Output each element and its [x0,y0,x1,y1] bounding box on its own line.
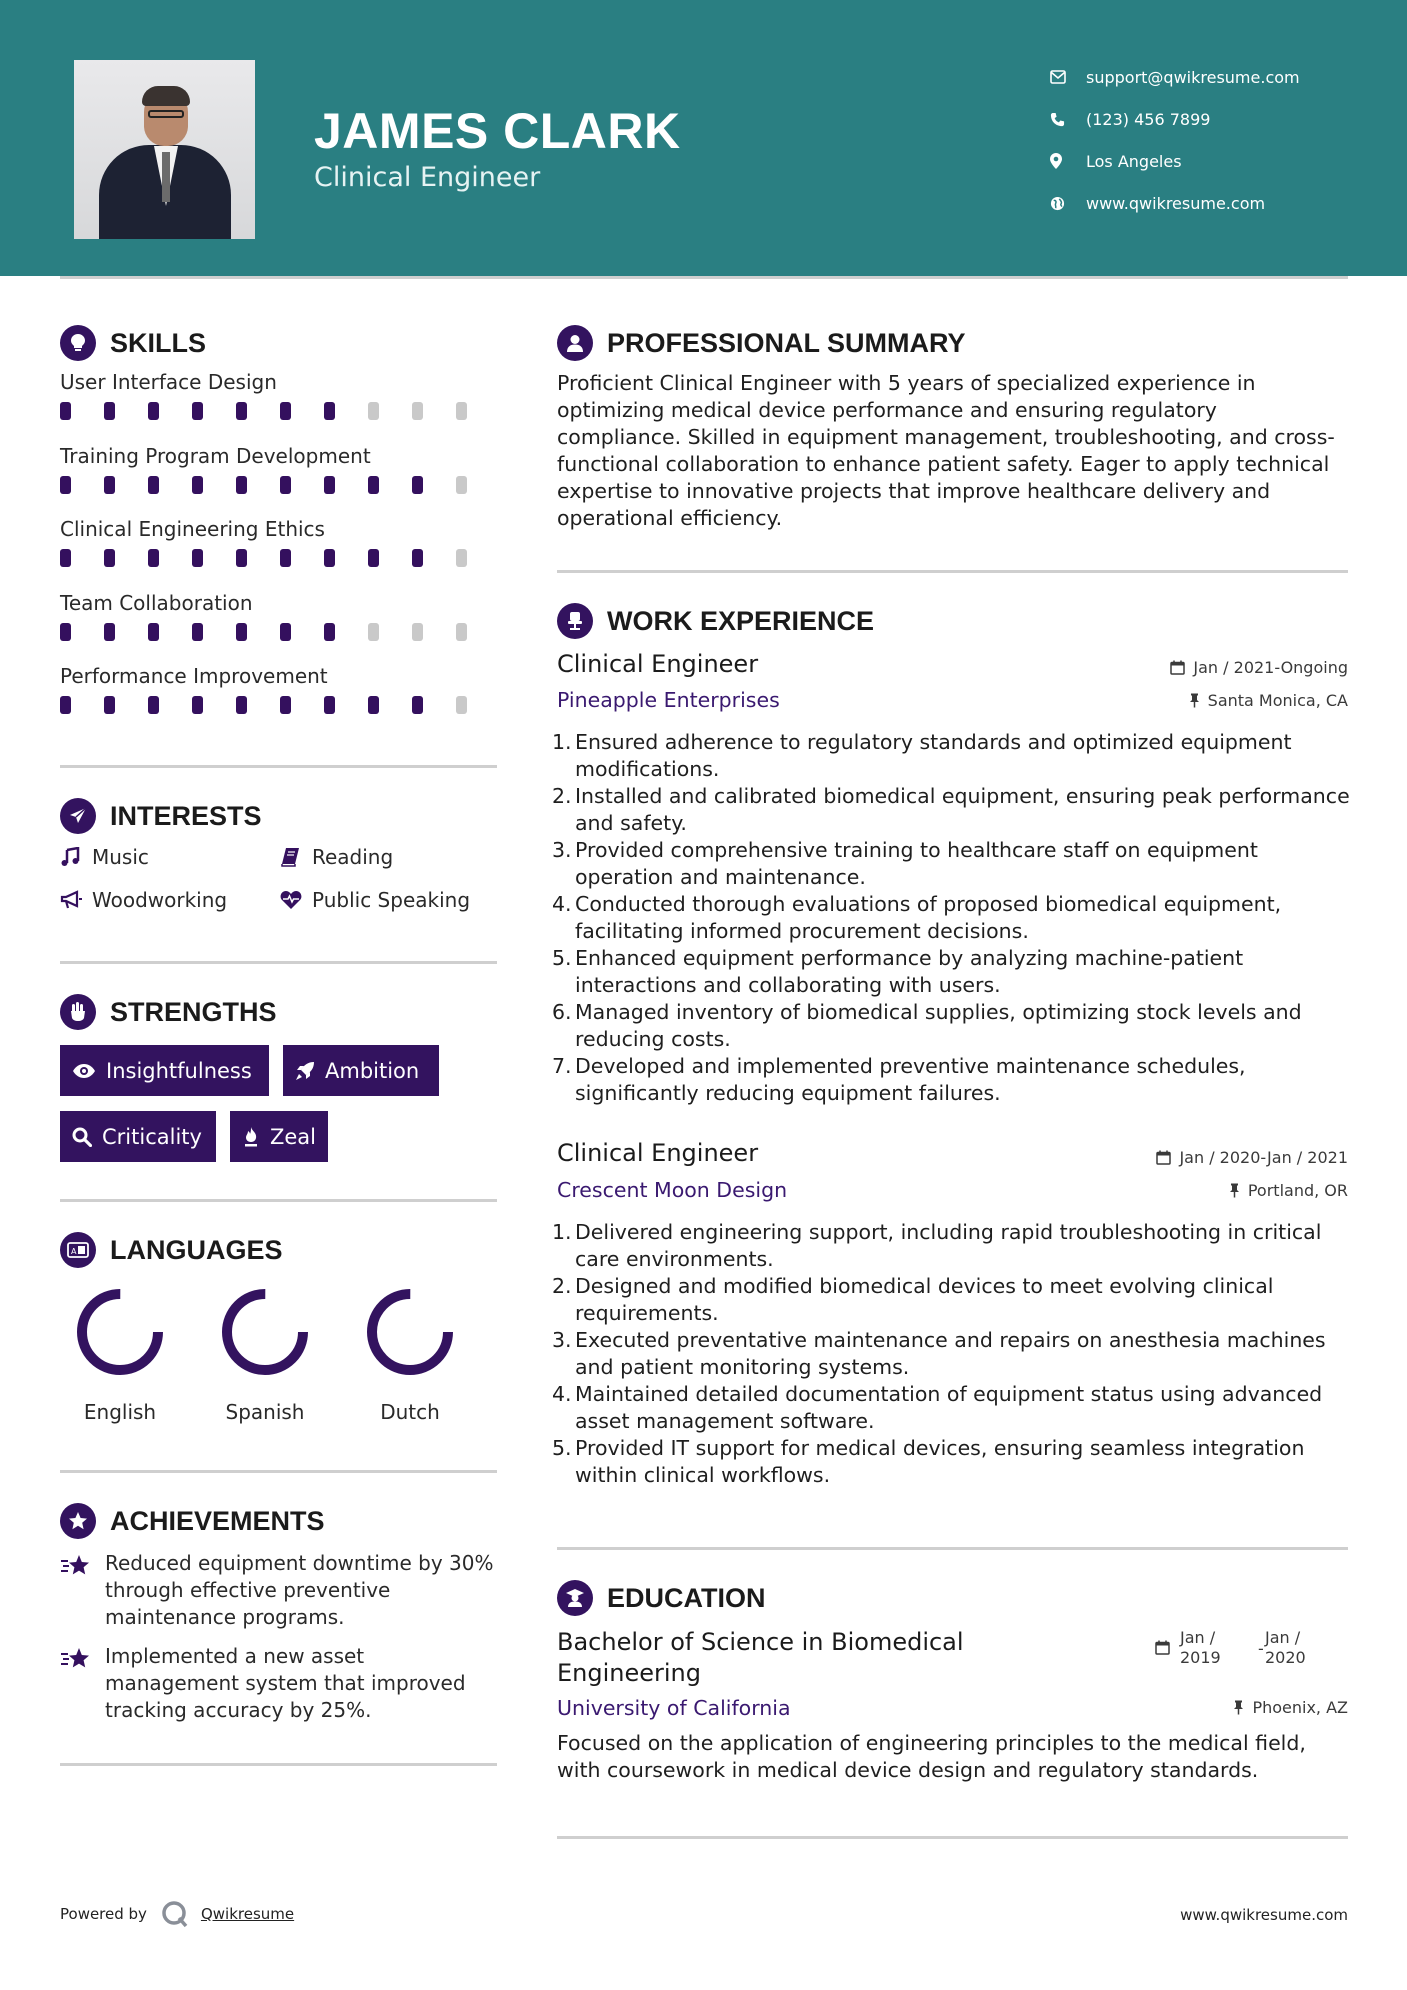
degree-title: Bachelor of Science in Biomedical Engineering [557,1628,964,1687]
heartbeat-icon [280,890,312,910]
job-bullet [552,729,1352,783]
bullet-text: Executed preventative maintenance and repairs on anesthesia machines and patient monitoring systems. [575,1328,1326,1379]
skill-rating-dot [104,476,115,494]
interests-heading: INTERESTS [60,798,262,834]
rocket-icon [295,1061,315,1081]
calendar-icon [1156,1150,1171,1165]
footer-website[interactable]: www.qwikresume.com [1180,1906,1348,1924]
section-divider [60,961,497,964]
header-divider [60,276,1348,279]
language-item [205,1284,325,1424]
music-icon [60,847,92,867]
candidate-name: JAMES CLARK [314,103,681,159]
skill-item [60,591,500,641]
bullet-number: 1. [552,1220,572,1244]
bullet-number: 4. [552,892,572,916]
bullet-text: Managed inventory of biomedical supplies, optimizing stock levels and reducing costs. [575,1000,1302,1051]
star-badge-icon [60,1503,96,1539]
job-bullet [552,1053,1352,1107]
user-icon [557,325,593,361]
job-bullets [552,1219,1352,1489]
school-name: University of California [557,1696,791,1720]
language-proficiency-ring [217,1284,313,1380]
skill-rating-dot [368,402,379,420]
skill-rating [60,402,500,420]
job-bullet [552,999,1352,1053]
paper-plane-icon [60,798,96,834]
pin-icon [1233,1700,1244,1715]
skill-item [60,444,500,494]
bullet-text: Developed and implemented preventive maintenance schedules, significantly reducing equipment failures. [575,1054,1246,1105]
achievement-item: Reduced equipment downtime by 30% through effective preventive maintenance programs. [60,1550,500,1631]
hand-icon [60,994,96,1030]
skill-rating-dot [456,696,467,714]
interest-item: Woodworking [60,888,227,912]
skill-item [60,370,500,420]
job-bullet [552,1219,1352,1273]
job-bullets [552,729,1352,1107]
pin-icon [1229,1183,1240,1198]
skill-rating [60,476,500,494]
skill-rating-dot [368,623,379,641]
job-title: Clinical Engineer [557,1139,759,1167]
bullet-number: 6. [552,1000,572,1024]
job-location: Portland, OR [1229,1181,1348,1200]
bullet-number: 2. [552,784,572,808]
skill-name: Clinical Engineering Ethics [60,517,325,541]
section-divider [557,1547,1348,1550]
skill-rating-dot [324,623,335,641]
skill-rating-dot [324,696,335,714]
profile-photo [74,60,255,239]
company-name: Pineapple Enterprises [557,688,780,712]
strength-tag: Insightfulness [60,1045,269,1096]
skill-rating-dot [192,696,203,714]
interest-item: Reading [280,845,393,869]
section-divider [557,570,1348,573]
section-divider [60,1470,497,1473]
contact-list [1050,56,1300,224]
book-icon [280,847,312,867]
skill-rating-dot [280,476,291,494]
skill-rating-dot [192,549,203,567]
qwikresume-link[interactable]: Qwikresume [200,1905,295,1923]
contact-location [1050,140,1300,182]
edu-end-date: Jan / 2020 [1265,1628,1306,1667]
job-bullet [552,1327,1352,1381]
skill-rating-dot [236,476,247,494]
language-name: Dutch [380,1400,440,1424]
contact-website[interactable] [1050,182,1300,224]
bullet-number: 5. [552,946,572,970]
company-name: Crescent Moon Design [557,1178,788,1202]
bullet-text: Conducted thorough evaluations of proposed biomedical equipment, facilitating informed procurement decisions. [575,892,1282,943]
candidate-title: Clinical Engineer [314,162,541,193]
skill-rating-dot [456,476,467,494]
skill-name: Team Collaboration [60,590,253,615]
languages-heading: A LANGUAGES [60,1232,283,1268]
header-banner [0,0,1407,276]
contact-email[interactable] [1050,56,1300,98]
skill-rating-dot [236,696,247,714]
skill-rating-dot [60,476,71,494]
skill-item [60,664,500,714]
skill-rating-dot [236,402,247,420]
bullet-number: 3. [552,838,572,862]
skill-rating-dot [192,623,203,641]
interest-item: Public Speaking [280,888,470,912]
skill-rating [60,623,500,641]
skill-rating-dot [236,549,247,567]
skill-rating-dot [148,696,159,714]
skill-rating-dot [412,623,423,641]
strengths-heading: STRENGTHS [60,994,277,1030]
bullet-text: Provided IT support for medical devices, ensuring seamless integration within clinical workflows. [575,1436,1305,1487]
skill-rating-dot [60,696,71,714]
skill-rating-dot [456,623,467,641]
bullet-number: 5. [552,1436,572,1460]
job-bullet [552,1381,1352,1435]
skill-rating-dot [104,402,115,420]
section-divider [60,765,497,768]
bullet-text: Designed and modified biomedical devices to meet evolving clinical requirements. [575,1274,1274,1325]
skill-rating-dot [192,476,203,494]
skill-rating-dot [60,623,71,641]
bullet-text: Ensured adherence to regulatory standards and optimized equipment modifications. [575,730,1292,781]
skill-rating-dot [148,402,159,420]
skill-rating-dot [280,402,291,420]
section-divider [60,1763,497,1766]
fire-icon [242,1126,260,1148]
skill-rating-dot [368,696,379,714]
skill-rating-dot [280,623,291,641]
qwikresume-logo-icon [161,1900,189,1928]
job-dates: Jan / 2021-Ongoing [1170,658,1348,677]
skill-rating-dot [104,623,115,641]
job-bullet [552,837,1352,891]
stars-icon [60,1643,105,1724]
bullet-text: Installed and calibrated biomedical equipment, ensuring peak performance and safety. [575,784,1350,835]
skill-rating-dot [412,696,423,714]
achievements-heading: ACHIEVEMENTS [60,1503,325,1539]
job-bullet [552,1435,1352,1489]
language-proficiency-ring [72,1284,168,1380]
skill-rating-dot [412,402,423,420]
skill-rating-dot [60,549,71,567]
skill-rating-dot [192,402,203,420]
job-bullet [552,891,1352,945]
skill-rating-dot [368,549,379,567]
stars-icon [60,1550,105,1631]
language-proficiency-ring [362,1284,458,1380]
bullet-number: 2. [552,1274,572,1298]
lightbulb-icon [60,325,96,361]
strength-tag: Criticality [60,1111,216,1162]
language-proficiency-arc [372,1294,448,1370]
map-marker-icon [1050,153,1086,169]
skill-name: User Interface Design [60,370,277,394]
bullet-number: 1. [552,730,572,754]
skill-rating-dot [456,549,467,567]
edu-start-date: Jan / 2019 [1180,1628,1221,1667]
strength-tag: Ambition [283,1045,439,1096]
envelope-icon [1050,70,1086,84]
interest-item: Music [60,845,149,869]
bullet-text: Enhanced equipment performance by analyzing machine-patient interactions and collaborating with users. [575,946,1244,997]
language-icon [60,1232,96,1268]
skill-rating-dot [60,402,71,420]
contact-phone-text: (123) 456 7899 [1086,109,1211,129]
skill-rating-dot [104,549,115,567]
strength-tag: Zeal [230,1111,328,1162]
job-dates: Jan / 2020-Jan / 2021 [1156,1148,1348,1167]
skill-rating-dot [280,696,291,714]
skill-rating-dot [148,623,159,641]
globe-icon [1050,196,1086,211]
skill-rating-dot [148,476,159,494]
contact-phone[interactable] [1050,98,1300,140]
education-heading: EDUCATION [557,1580,766,1616]
svg-text:A: A [71,1247,77,1256]
skill-name: Training Program Development [60,443,371,468]
job-bullet [552,783,1352,837]
bullet-text: Delivered engineering support, including rapid troubleshooting in critical care environments. [575,1220,1322,1271]
calendar-icon [1170,660,1185,675]
search-icon [72,1127,92,1147]
graduate-icon [557,1580,593,1616]
eye-icon [72,1063,96,1079]
language-name: Spanish [225,1400,305,1424]
job-bullet [552,1273,1352,1327]
bullet-text: Provided comprehensive training to healthcare staff on equipment operation and maintenance. [575,838,1258,889]
bullhorn-icon [60,890,92,910]
edu-location: Phoenix, AZ [1233,1698,1348,1717]
contact-website-text: www.qwikresume.com [1086,193,1266,213]
summary-heading: PROFESSIONAL SUMMARY [557,325,966,361]
skill-rating [60,696,500,714]
skill-rating-dot [324,402,335,420]
skill-rating-dot [280,549,291,567]
edu-date-dash: - [1258,1639,1264,1658]
skill-rating-dot [456,402,467,420]
skill-rating [60,549,500,567]
pin-icon [1189,693,1200,708]
skill-rating-dot [412,476,423,494]
skill-item [60,517,500,567]
skill-rating-dot [104,696,115,714]
bullet-number: 4. [552,1382,572,1406]
office-chair-icon [557,603,593,639]
skill-rating-dot [148,549,159,567]
job-bullet [552,945,1352,999]
contact-email-text: support@qwikresume.com [1086,67,1300,87]
language-proficiency-arc [227,1294,303,1370]
experience-heading: WORK EXPERIENCE [557,603,874,639]
bullet-text: Maintained detailed documentation of equipment status using advanced asset management software. [575,1382,1323,1433]
skill-name: Performance Improvement [60,664,328,688]
skills-heading: SKILLS [60,325,206,361]
language-item [350,1284,470,1424]
phone-icon [1050,112,1086,127]
bullet-number: 3. [552,1328,572,1352]
summary-text: Proficient Clinical Engineer with 5 years of specialized experience in optimizing medical device performance and ensuring regulatory compliance. Skilled in equipment management, troubleshooting, and cross-functional collaboration to enhance patient safety. Eager to apply technical expertise to innovative projects that improve healthcare delivery and operational efficiency. [557,371,1335,530]
skill-rating-dot [236,623,247,641]
skill-rating-dot [324,549,335,567]
footer-powered-by: Powered by Qwikresume [60,1900,294,1928]
skill-rating-dot [412,549,423,567]
job-location: Santa Monica, CA [1189,691,1348,710]
language-proficiency-arc [82,1294,158,1370]
bullet-number: 7. [552,1054,572,1078]
skill-rating-dot [324,476,335,494]
section-divider [557,1836,1348,1839]
skill-rating-dot [368,476,379,494]
section-divider [60,1199,497,1202]
language-name: English [83,1400,157,1424]
education-description: Focused on the application of engineering principles to the medical field, with coursework in medical device design and regulatory standards. [557,1731,1306,1782]
achievement-item: Implemented a new asset management system that improved tracking accuracy by 25%. [60,1643,500,1724]
contact-location-text: Los Angeles [1086,151,1182,171]
language-item [60,1284,180,1424]
job-title: Clinical Engineer [557,650,759,678]
